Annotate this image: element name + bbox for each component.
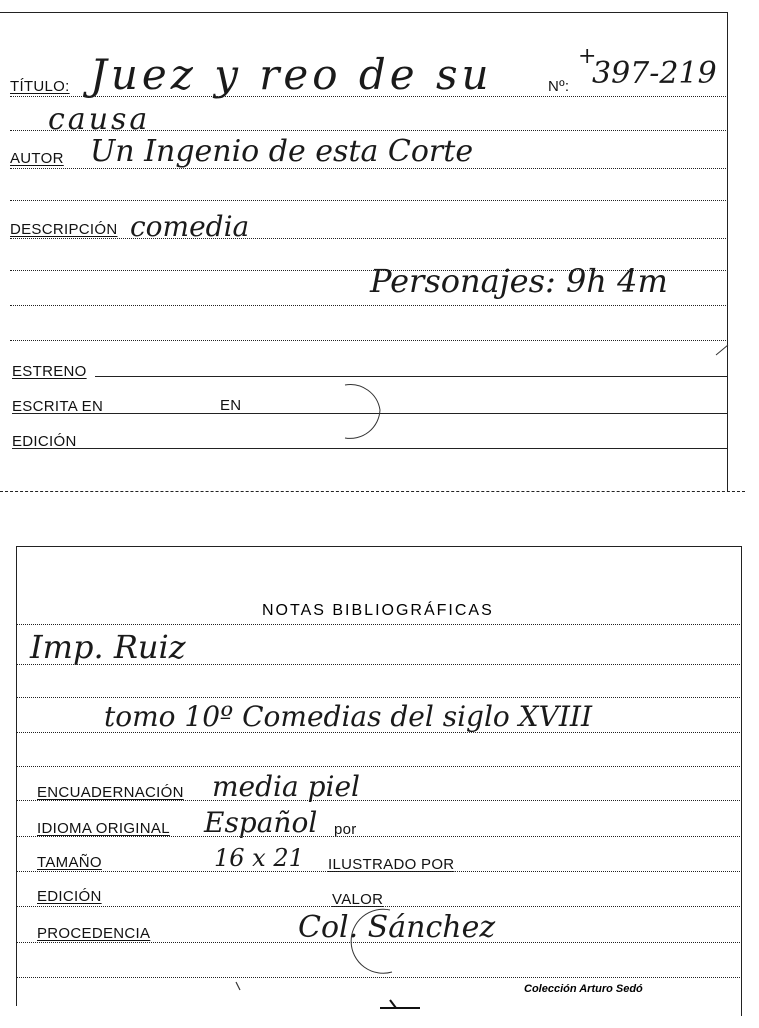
numero-label: Nº: — [548, 78, 570, 95]
encuadernacion-handwriting: media piel — [212, 770, 360, 803]
scan-mark-b — [236, 982, 240, 990]
scan-mark-c — [380, 1000, 420, 1008]
idioma-handwriting: Español — [204, 806, 318, 839]
procedencia-label: PROCEDENCIA — [37, 925, 151, 942]
procedencia-handwriting: Col. Sánchez — [298, 910, 496, 945]
numero-mark: + — [578, 44, 597, 69]
titulo-handwriting-line2: causa — [48, 102, 151, 137]
autor-label: AUTOR — [10, 150, 64, 167]
bottom-edicion-label: EDICIÓN — [37, 888, 102, 905]
tamano-label: TAMAÑO — [37, 854, 102, 871]
top-punch-hole-mark — [345, 385, 380, 439]
descripcion-handwriting: comedia — [130, 210, 250, 243]
edicion-label: EDICIÓN — [12, 433, 77, 450]
notes-handwriting-line1: Imp. Ruiz — [30, 628, 186, 666]
escrita-en-label: ESCRITA EN — [12, 398, 104, 415]
estreno-label: ESTRENO — [12, 363, 87, 380]
tamano-handwriting: 16 x 21 — [214, 844, 304, 872]
titulo-handwriting-line1: Juez y reo de su — [90, 50, 493, 99]
notes-handwriting-line2: tomo 10º Comedias del siglo XVIII — [104, 700, 593, 733]
descripcion-label: DESCRIPCIÓN — [10, 221, 118, 238]
valor-label: VALOR — [332, 891, 384, 908]
scan-mark-a — [716, 345, 728, 355]
personajes-handwriting: Personajes: 9h 4m — [370, 262, 668, 300]
autor-handwriting: Un Ingenio de esta Corte — [90, 134, 474, 169]
bottom-punch-hole-mark — [351, 909, 392, 973]
titulo-label: TÍTULO: — [10, 78, 70, 95]
idioma-label: IDIOMA ORIGINAL — [37, 820, 170, 837]
por-label: por — [334, 821, 357, 838]
encuadernacion-label: ENCUADERNACIÓN — [37, 784, 184, 801]
ilustrado-por-label: ILUSTRADO POR — [328, 856, 455, 873]
numero-handwriting: 397-219 — [592, 56, 717, 91]
en-label: EN — [220, 397, 242, 414]
collection-footer: Colección Arturo Sedó — [524, 983, 643, 995]
notas-heading: NOTAS BIBLIOGRÁFICAS — [262, 602, 494, 619]
